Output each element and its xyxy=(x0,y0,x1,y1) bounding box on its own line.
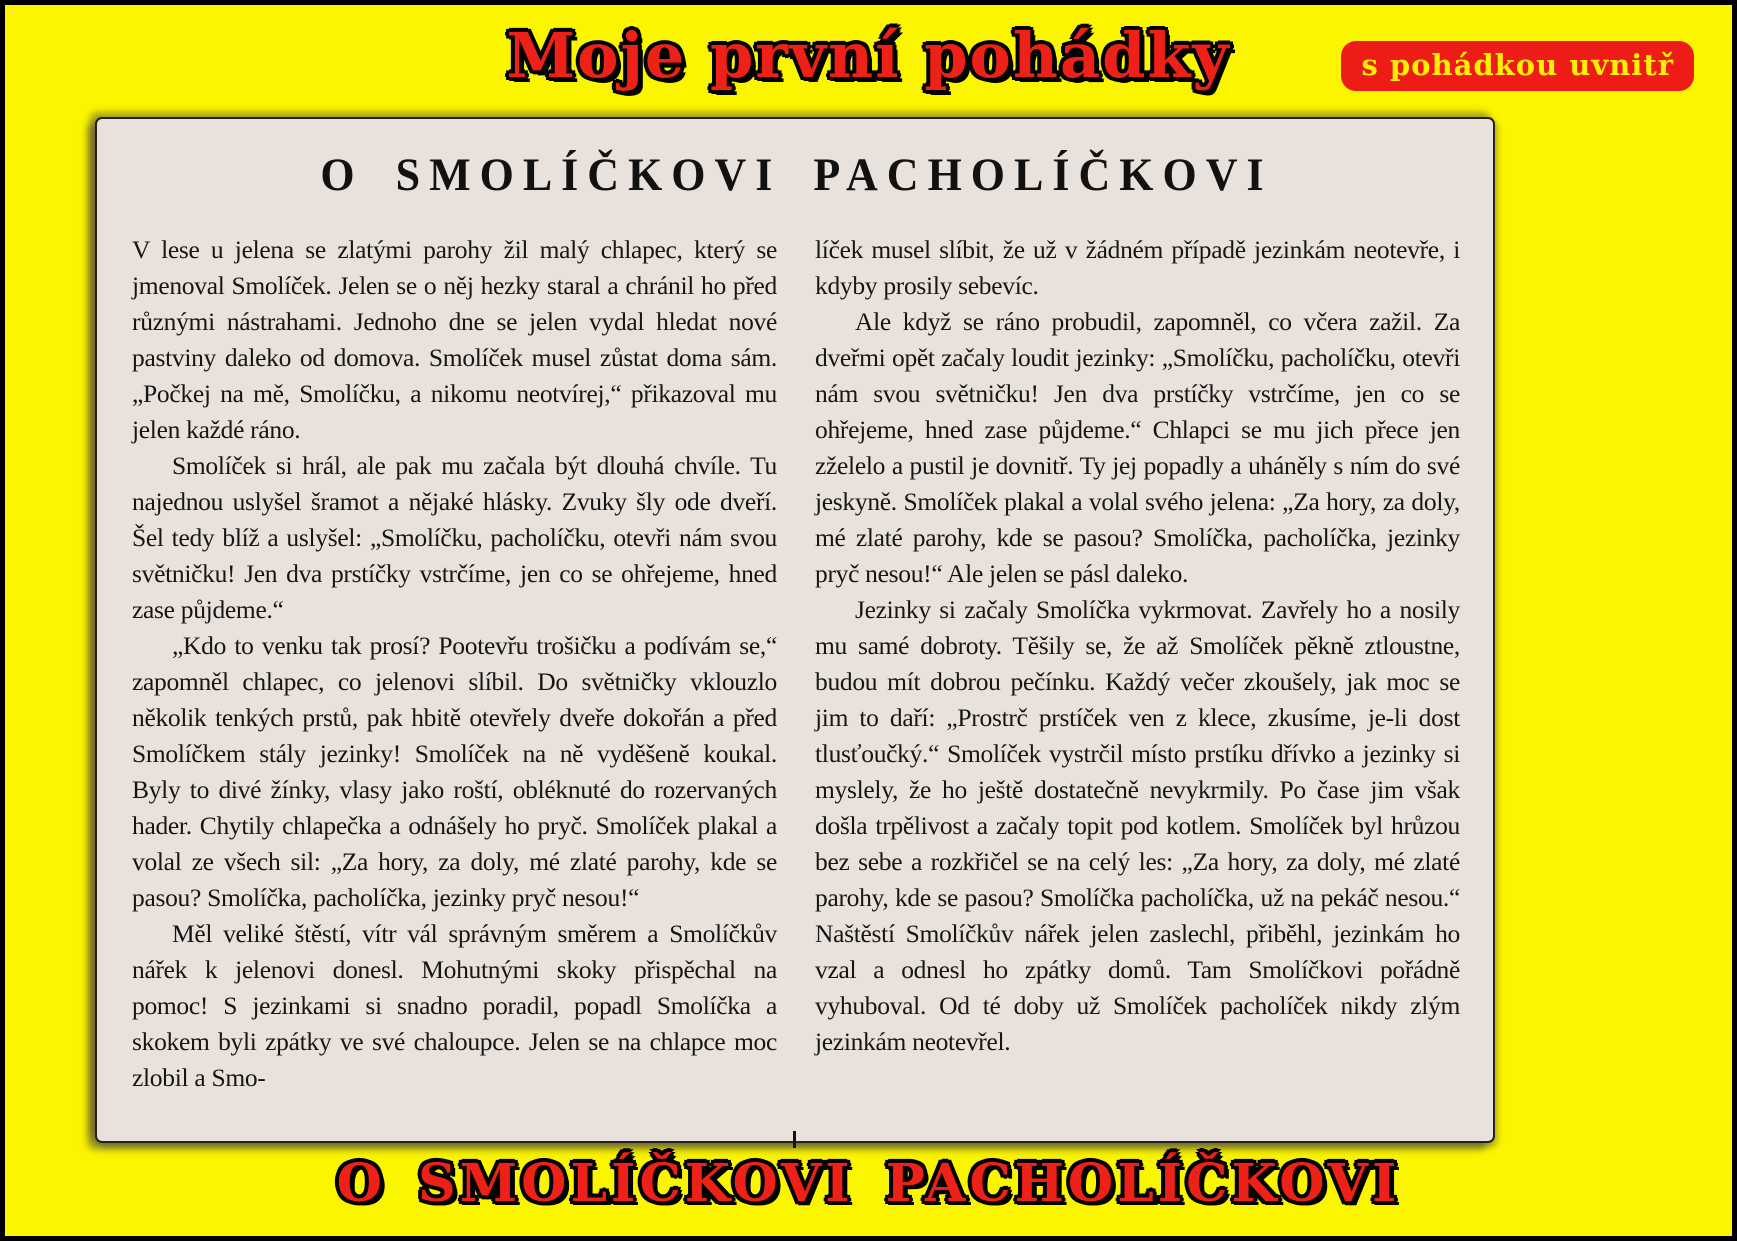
story-paragraph: líček musel slíbit, že už v žádném případě jezinkám neotevře, i kdyby prosily sebevíc. xyxy=(815,235,1460,300)
page-title: Moje první pohádky xyxy=(506,19,1231,92)
story-title: O SMOLÍČKOVI PACHOLÍČKOVI xyxy=(320,148,1273,201)
story-paragraph: Měl veliké štěstí, vítr vál správným směrem a Smolíčkův nářek k jelenovi donesl. Mohutnými skoky přispěchal na pomoc! S jezinkami si snadno poradil, popadl Smolíčka a skokem byli zpátky ve své chaloupce. Jelen se na chlapce moc zlobil a Smo- xyxy=(132,919,777,1092)
story-paragraph: Ale když se ráno probudil, zapomněl, co včera zažil. Za dveřmi opět začaly loudit jezinky: „Smolíčku, pacholíčku, otevři nám svou světničku! Jen dva prstíčky vstrčíme, jen co se ohřejeme, hned zase půjdeme.“ Chlapci se mu jich přece jen zželelo a pustil je dovnitř. Ty jej popadly a uháněly s ním do své jeskyně. Smolíček plakal a volal svého jelena: „Za hory, za doly, mé zlaté parohy, kde se pasou? Smolíčka, pacholíčka, jezinky pryč nesou!“ Ale jelen se pásl daleko. xyxy=(815,307,1460,588)
story-paragraph: V lese u jelena se zlatými parohy žil malý chlapec, který se jmenoval Smolíček. Jelen se o něj hezky staral a chránil ho před různými nástrahami. Jednoho dne se jelen vydal hledat nové pastviny daleko od domova. Smolíček musel zůstat doma sám. „Počkej na mě, Smolíčku, a nikomu neotvírej,“ přikazoval mu jelen každé ráno. xyxy=(132,235,777,444)
story-columns xyxy=(132,232,1461,1096)
footer-story-title: O SMOLÍČKOVI PACHOLÍČKOVI xyxy=(336,1153,1401,1214)
story-column-left xyxy=(132,232,777,1096)
corner-badge: s pohádkou uvnitř xyxy=(1341,41,1694,91)
story-paragraph: „Kdo to venku tak prosí? Pootevřu trošičku a podívám se,“ zapomněl chlapec, co jelenovi slíbil. Do světničky vklouzlo několik tenkých prstů, pak hbitě otevřely dveře dokořán a před Smolíčkem stály jezinky! Smolíček na ně vyděšeně koukal. Byly to divé žínky, vlasy jako roští, obléknuté do rozervaných hader. Chytily chlapečka a odnášely ho pryč. Smolíček plakal a volal ze všech sil: „Za hory, za doly, mé zlaté parohy, kde se pasou? Smolíčka, pacholíčka, jezinky pryč nesou!“ xyxy=(132,631,777,912)
story-paragraph: Jezinky si začaly Smolíčka vykrmovat. Zavřely ho a nosily mu samé dobroty. Těšily se, že až Smolíček pěkně ztloustne, budou mít dobrou pečínku. Každý večer zkoušely, jak moc se jim to daří: „Prostrč prstíček ven z klece, zkusíme, je-li dost tlusťoučký.“ Smolíček vystrčil místo prstíku dřívko a jezinky si myslely, že ho ještě dostatečně nevykrmily. Po čase jim však došla trpělivost a začaly topit pod kotlem. Smolíček byl hrůzou bez sebe a rozkřičel se na celý les: „Za hory, za doly, mé zlaté parohy, kde se pasou? Smolíčka pacholíčka, už na pekáč nesou.“ Naštěstí Smolíčkův nářek jelen zaslechl, přiběhl, jezinkám ho vzal a odnesl ho zpátky domů. Tam Smolíčkovi pořádně vyhuboval. Od té doby už Smolíček pacholíček nikdy zlým jezinkám neotevřel. xyxy=(815,595,1460,1056)
story-paragraph: Smolíček si hrál, ale pak mu začala být dlouhá chvíle. Tu najednou uslyšel šramot a nějaké hlásky. Zvuky šly ode dveří. Šel tedy blíž a uslyšel: „Smolíčku, pacholíčku, otevři nám svou světničku! Jen dva prstíčky vstrčíme, jen co se ohřejeme, hned zase půjdeme.“ xyxy=(132,451,777,624)
story-panel xyxy=(95,117,1495,1143)
page-fold-mark xyxy=(793,1131,796,1148)
story-column-right xyxy=(815,232,1460,1096)
